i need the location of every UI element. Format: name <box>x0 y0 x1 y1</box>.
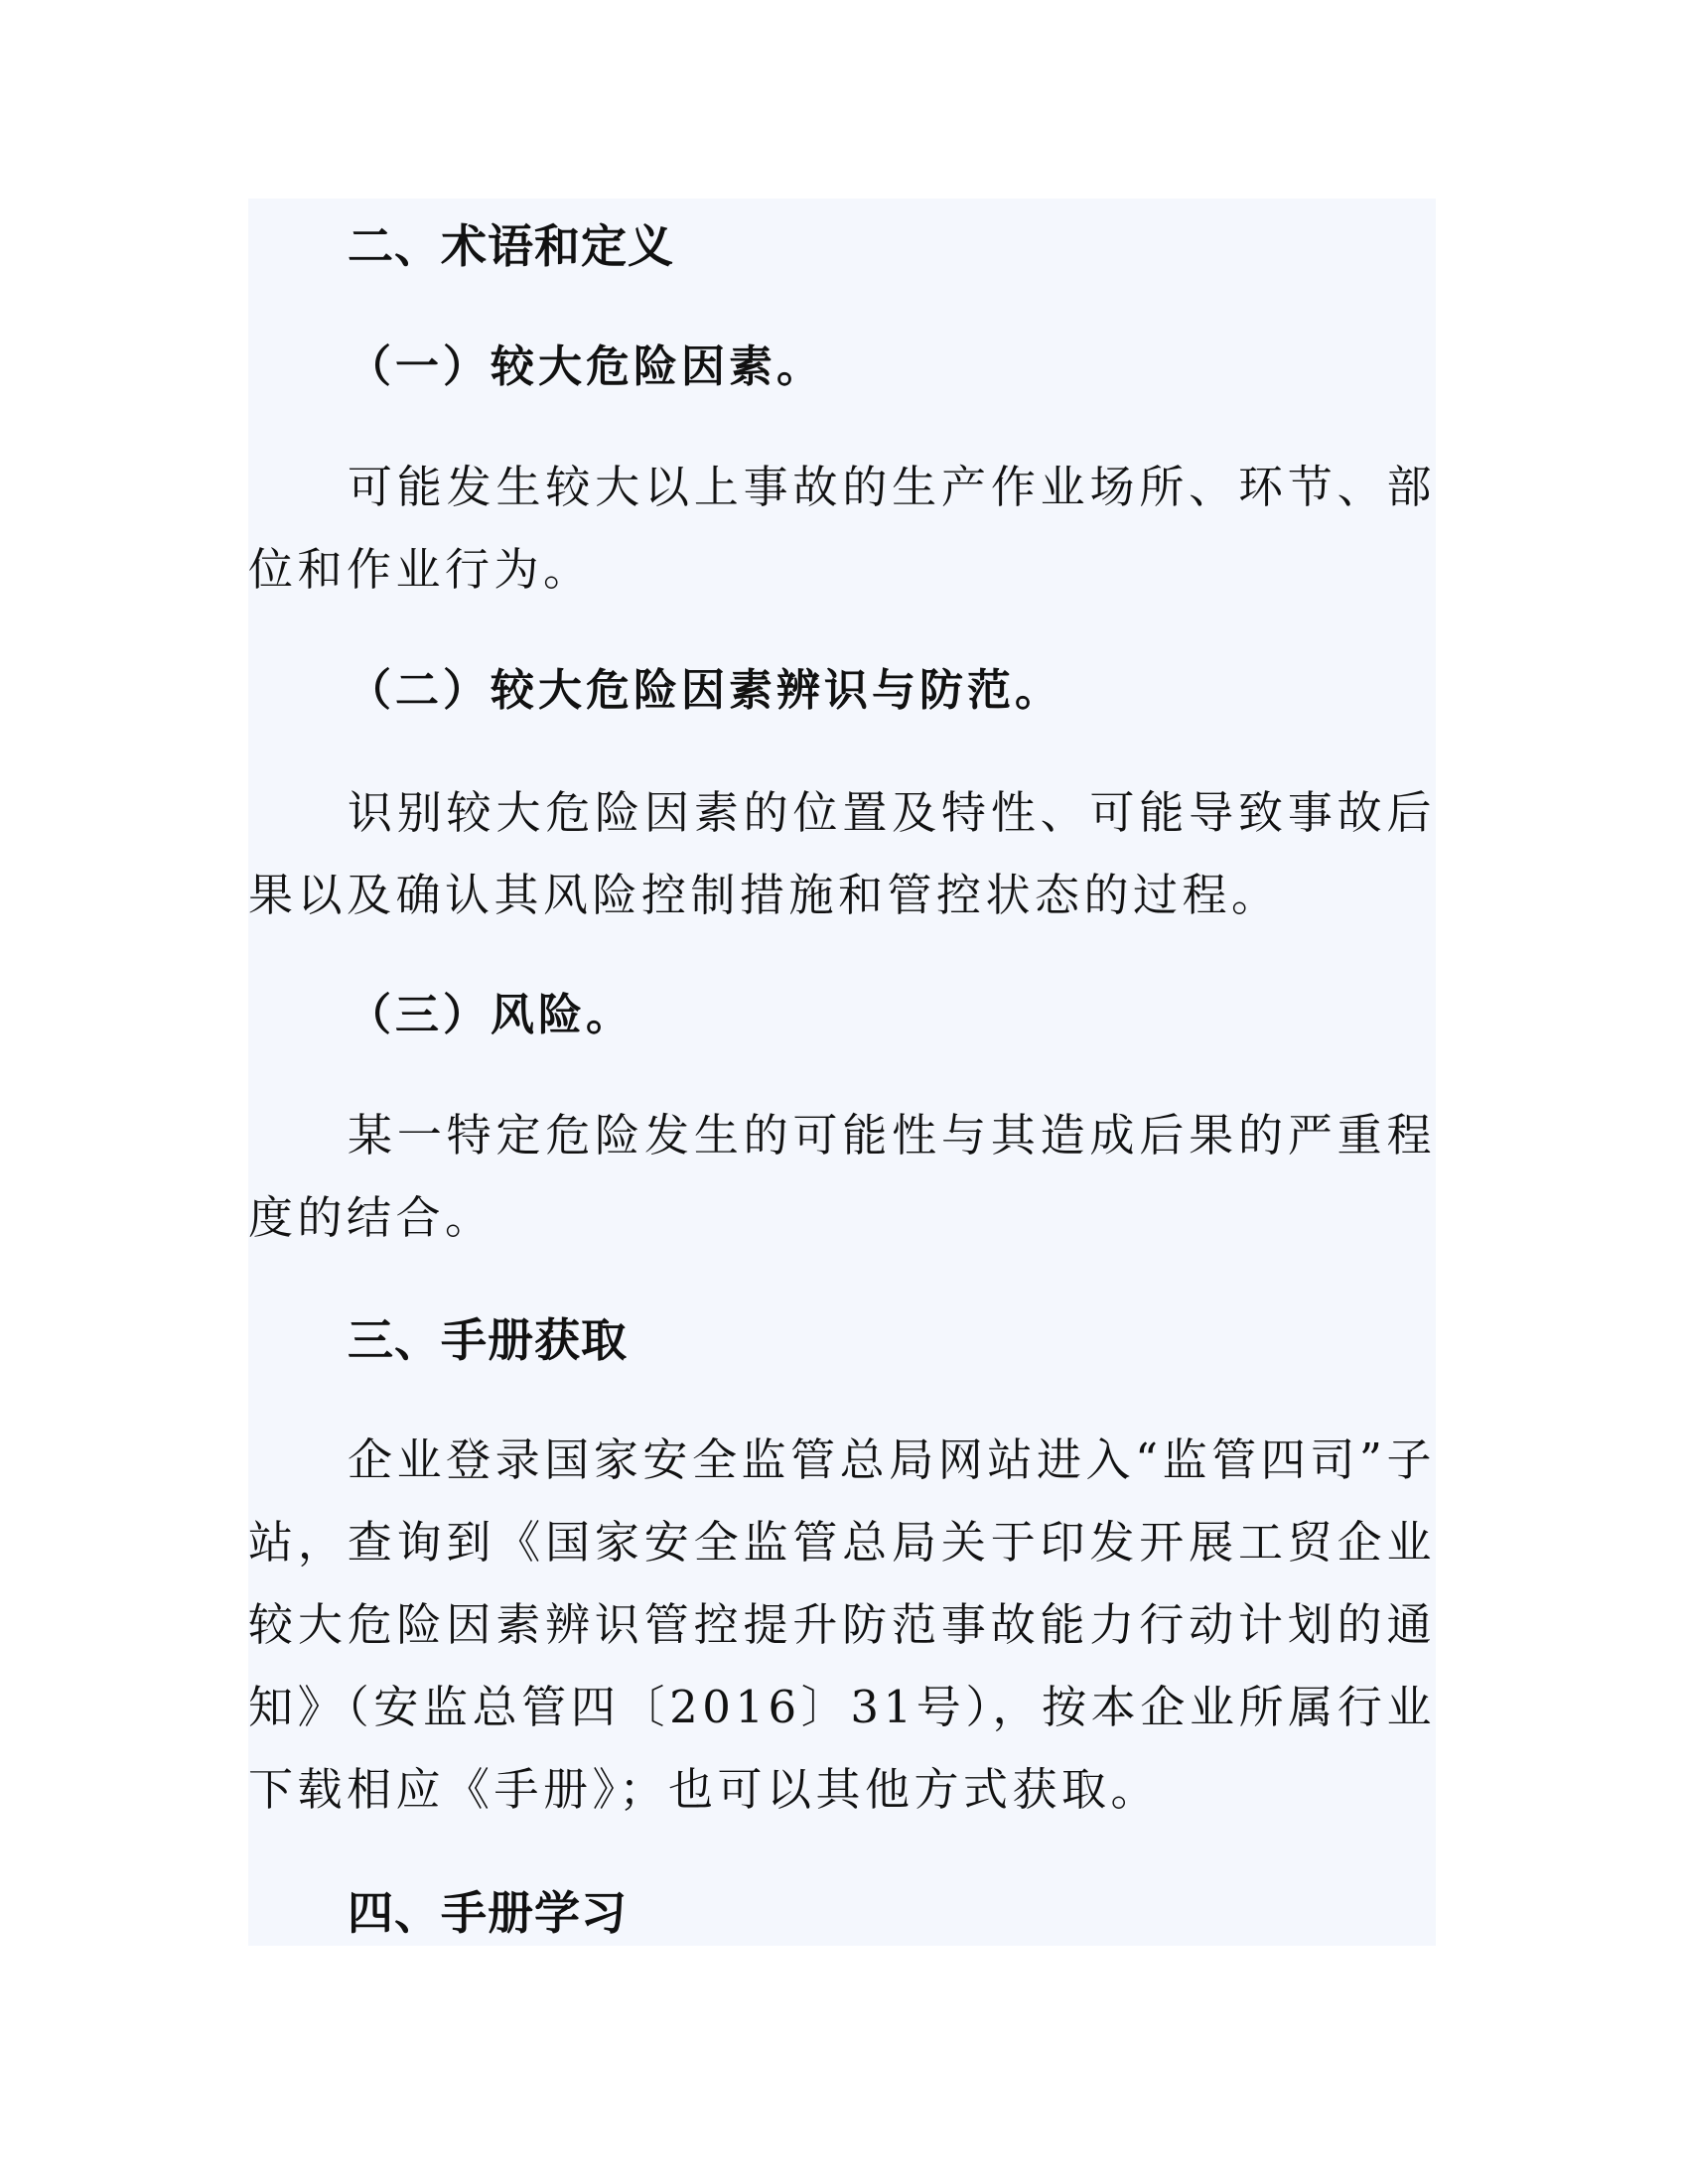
paragraph-hazard-identification-definition: 识别较大危险因素的位置及特性、可能导致事故后果以及确认其风险控制措施和管控状态的过程。 <box>248 786 1436 921</box>
section-heading-terms: 二、术语和定义 <box>348 219 674 273</box>
subheading-hazard-identification: （二）较大危险因素辨识与防范。 <box>348 665 1062 716</box>
subheading-major-hazard: （一）较大危险因素。 <box>348 341 824 392</box>
section-heading-manual-study: 四、手册学习 <box>348 1886 628 1940</box>
paragraph-risk-definition: 某一特定危险发生的可能性与其造成后果的严重程度的结合。 <box>248 1109 1436 1244</box>
subheading-risk: （三）风险。 <box>348 990 633 1040</box>
section-heading-manual-access: 三、手册获取 <box>348 1313 628 1367</box>
paragraph-manual-access: 企业登录国家安全监管总局网站进入“监管四司”子站，查询到《国家安全监管总局关于印发开展工贸企业较大危险因素辨识管控提升防范事故能力行动计划的通知》（安监总管四〔2016〕31号），按本企业所属行业下载相应《手册》；也可以其他方式获取。 <box>248 1433 1436 1816</box>
paragraph-major-hazard-definition: 可能发生较大以上事故的生产作业场所、环节、部位和作业行为。 <box>248 461 1436 596</box>
